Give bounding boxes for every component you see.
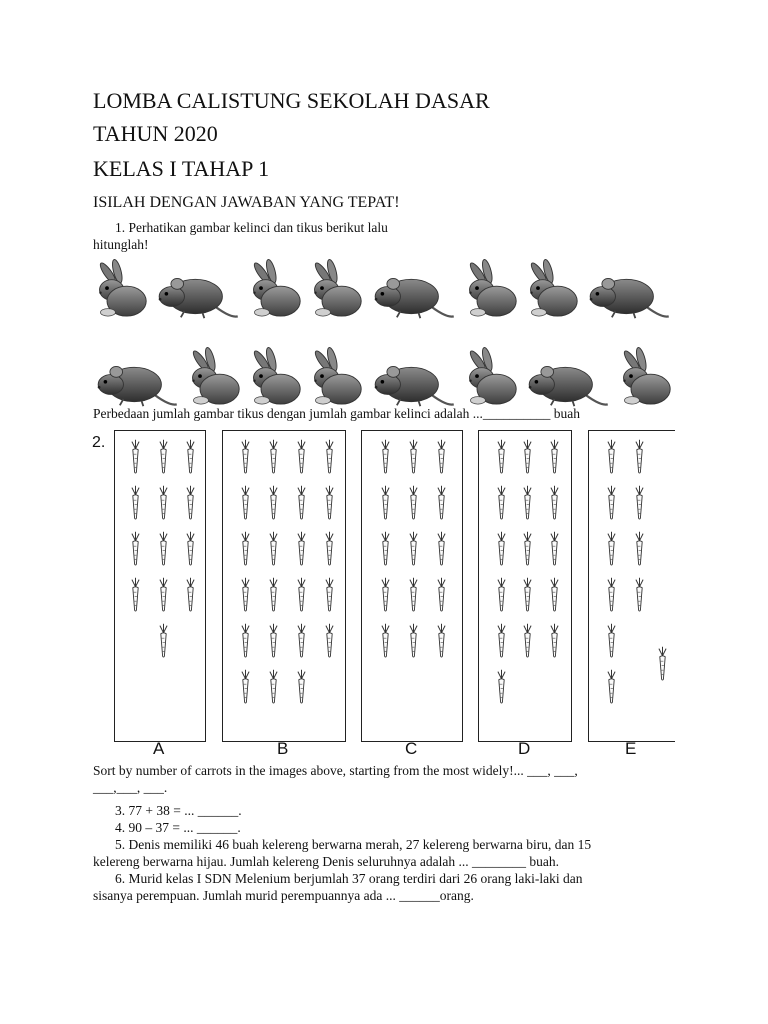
box-label-b: B [277,739,289,758]
carrot-icon [158,484,169,520]
rabbit-image [617,346,673,408]
carrot-icon [240,576,251,612]
q3-text: 3. 77 + 38 = ... ______. [115,803,242,818]
carrot-box-e [588,430,675,742]
carrot-icon [324,438,335,474]
box-label-d: D [518,739,531,758]
box-label-e: E [625,739,637,758]
carrot-icon [522,622,533,658]
carrot-icon [606,576,617,612]
carrot-icon [634,530,645,566]
rat-image [524,352,612,408]
carrot-icon [158,576,169,612]
carrot-icon [240,438,251,474]
q1-question: Perbedaan jumlah gambar tikus dengan jumlah gambar kelinci adalah ...__________ buah [93,406,580,421]
carrot-icon [158,530,169,566]
carrot-icon [240,622,251,658]
rabbit-image [186,346,242,408]
carrot-icon [496,668,507,704]
carrot-icon [408,530,419,566]
carrot-icon [130,576,141,612]
carrot-icon [634,576,645,612]
carrot-icon [324,484,335,520]
q4-text: 4. 90 – 37 = ... ______. [115,820,241,835]
carrot-icon [130,438,141,474]
title-year: TAHUN 2020 [93,121,218,146]
carrot-icon [296,622,307,658]
title-competition: LOMBA CALISTUNG SEKOLAH DASAR [93,88,490,113]
carrot-icon [496,576,507,612]
carrot-icon [634,484,645,520]
rat-image [370,352,458,408]
carrot-icon [408,622,419,658]
rat-image [585,264,673,320]
carrot-icon [496,530,507,566]
rabbit-image [247,258,303,320]
carrot-icon [606,484,617,520]
carrot-icon [296,484,307,520]
rat-image [370,264,458,320]
q2-instruction: Sort by number of carrots in the images above, starting from the most widely!... ___, ___, [93,763,578,778]
instruction-heading: ISILAH DENGAN JAWABAN YANG TEPAT! [93,194,400,211]
animal-row-1 [93,250,673,320]
carrot-icon [549,530,560,566]
carrot-icon [296,668,307,704]
q2-instruction-cont: ___,___, ___. [93,780,168,795]
carrot-icon [522,530,533,566]
carrot-icon [606,668,617,704]
carrot-icon [522,484,533,520]
rabbit-image [524,258,580,320]
rabbit-image [463,258,519,320]
carrot-icon [158,622,169,658]
carrot-icon [606,530,617,566]
carrot-icon [324,576,335,612]
carrot-icon [130,530,141,566]
title-class: KELAS I TAHAP 1 [93,156,270,181]
carrot-icon [657,645,668,681]
carrot-icon [496,622,507,658]
carrot-icon [408,484,419,520]
carrot-icon [496,484,507,520]
rabbit-image [463,346,519,408]
carrot-icon [296,438,307,474]
carrot-icon [549,576,560,612]
carrot-icon [522,438,533,474]
box-label-a: A [153,739,165,758]
q6-text: 6. Murid kelas I SDN Melenium berjumlah 37 orang terdiri dari 26 orang laki-laki dan [115,871,583,886]
carrot-icon [240,484,251,520]
carrot-icon [522,576,533,612]
carrot-icon [606,622,617,658]
carrot-icon [408,438,419,474]
carrot-icon [380,576,391,612]
carrot-icon [634,438,645,474]
carrot-icon [185,484,196,520]
carrot-icon [436,576,447,612]
box-label-c: C [405,739,418,758]
carrot-icon [268,622,279,658]
rat-image [93,352,181,408]
carrot-icon [380,484,391,520]
carrot-icon [549,622,560,658]
carrot-icon [296,530,307,566]
carrot-icon [436,530,447,566]
carrot-icon [324,622,335,658]
carrot-icon [380,622,391,658]
carrot-icon [185,530,196,566]
carrot-icon [240,668,251,704]
rat-image [154,264,242,320]
carrot-icon [549,484,560,520]
carrot-icon [130,484,141,520]
q5-text-cont: kelereng berwarna hijau. Jumlah kelereng Denis seluruhnya adalah ... ________ buah. [93,854,559,869]
rabbit-image [247,346,303,408]
carrot-icon [436,484,447,520]
q2-number: 2. [92,434,106,451]
carrot-icon [496,438,507,474]
q1-text-cont: hitunglah! [93,237,149,252]
carrot-icon [408,576,419,612]
carrot-icon [240,530,251,566]
carrot-icon [436,438,447,474]
q6-text-cont: sisanya perempuan. Jumlah murid perempuannya ada ... ______orang. [93,888,474,903]
carrot-icon [185,576,196,612]
carrot-icon [268,668,279,704]
carrot-icon [268,438,279,474]
carrot-icon [380,530,391,566]
carrot-icon [185,438,196,474]
rabbit-image [308,258,364,320]
carrot-icon [549,438,560,474]
carrot-icon [268,530,279,566]
q5-text: 5. Denis memiliki 46 buah kelereng berwarna merah, 27 kelereng berwarna biru, dan 15 [115,837,592,852]
rabbit-image [93,258,149,320]
rabbit-image [308,346,364,408]
animal-row-2 [93,338,673,408]
q1-text: 1. Perhatikan gambar kelinci dan tikus berikut lalu [115,220,388,235]
carrot-icon [324,530,335,566]
carrot-icon [606,438,617,474]
carrot-icon [296,576,307,612]
carrot-icon [380,438,391,474]
carrot-icon [268,484,279,520]
carrot-icon [436,622,447,658]
carrot-icon [158,438,169,474]
carrot-icon [268,576,279,612]
